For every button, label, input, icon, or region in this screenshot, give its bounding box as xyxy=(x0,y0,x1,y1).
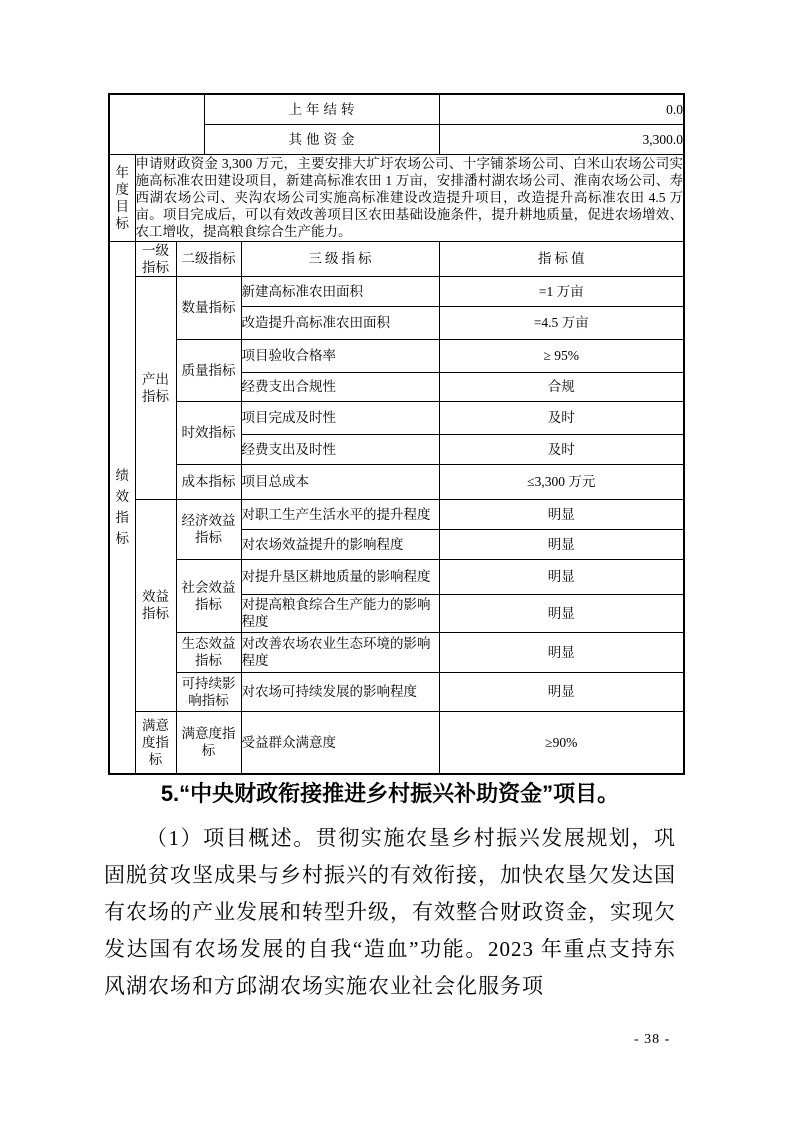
carryover-label-cell: 上年结转 xyxy=(204,94,439,124)
other-funds-value-cell: 3,300.0 xyxy=(439,124,684,154)
table-row xyxy=(109,672,684,711)
level3-indicator-cell: 改造提升高标准农田面积 xyxy=(241,306,439,339)
level1-output-cell: 产出指标 xyxy=(135,276,176,499)
other-funds-label-cell: 其他资金 xyxy=(204,124,439,154)
table-row xyxy=(109,154,684,241)
indicator-value-cell: 明显 xyxy=(439,632,684,672)
indicator-value-cell: 明显 xyxy=(439,672,684,711)
page-number: - 38 - xyxy=(634,1032,671,1047)
level3-indicator-cell: 对农场可持续发展的影响程度 xyxy=(241,672,439,711)
table-row xyxy=(109,94,684,124)
indicator-value-cell: 及时 xyxy=(439,401,684,434)
level2-economic-cell: 经济效益指标 xyxy=(176,499,241,559)
indicator-value-cell: 明显 xyxy=(439,499,684,529)
level3-indicator-cell: 受益群众满意度 xyxy=(241,711,439,774)
level2-quantity-cell: 数量指标 xyxy=(176,276,241,339)
level2-ecological-cell: 生态效益指标 xyxy=(176,632,241,672)
level3-indicator-cell: 对农场效益提升的影响程度 xyxy=(241,529,439,559)
level1-benefit-cell: 效益指标 xyxy=(135,499,176,711)
level2-social-cell: 社会效益指标 xyxy=(176,559,241,632)
performance-indicator-table xyxy=(108,93,685,775)
level3-indicator-cell: 对职工生产生活水平的提升程度 xyxy=(241,499,439,529)
indicator-value-cell: ≤3,300 万元 xyxy=(439,464,684,499)
funding-blank-cell xyxy=(109,94,204,154)
table-row xyxy=(109,276,684,306)
table-row xyxy=(109,339,684,372)
table-row xyxy=(109,241,684,276)
header-level1: 一级指标 xyxy=(135,241,176,276)
level1-satisfaction-cell: 满意度指标 xyxy=(135,711,176,774)
indicator-value-cell: =1 万亩 xyxy=(439,276,684,306)
level3-indicator-cell: 对提升垦区耕地质量的影响程度 xyxy=(241,559,439,594)
header-level3: 三级指标 xyxy=(241,241,439,276)
indicator-value-cell: 及时 xyxy=(439,434,684,464)
table-row xyxy=(109,499,684,529)
performance-indicator-label: 绩效指标 xyxy=(109,241,135,774)
carryover-value-cell: 0.0 xyxy=(439,94,684,124)
project-overview-paragraph: （1）项目概述。贯彻实施农垦乡村振兴发展规划，巩固脱贫攻坚成果与乡村振兴的有效衔接，加快农垦欠发达国有农场的产业发展和转型升级，有效整合财政资金，实现欠发达国有农场发展的自我“造血”功能。2023 年重点支持东风湖农场和方邱湖农场实施农业社会化服务项 xyxy=(104,826,676,998)
level2-satisfaction-cell: 满意度指标 xyxy=(176,711,241,774)
level3-indicator-cell: 项目验收合格率 xyxy=(241,339,439,372)
indicator-value-cell: 明显 xyxy=(439,594,684,632)
table-row xyxy=(109,559,684,594)
level2-timeliness-cell: 时效指标 xyxy=(176,401,241,464)
level3-indicator-cell: 项目总成本 xyxy=(241,464,439,499)
annual-goal-text: 申请财政资金 3,300 万元，主要安排大圹圩农场公司、十字铺茶场公司、白米山农场公司实施高标准农田建设项目，新建高标准农田 1 万亩，安排潘村湖农场公司、淮南农场公司、寿西湖农场公司、夹沟农场公司实施高标准建设改造提升项目，改造提升高标准农田 4.5 万亩。项目完成后，可以有效改善项目区农田基础设施条件，提升耕地质量，促进农场增效、农工增收，提高粮食综合生产能力。 xyxy=(135,156,683,239)
indicator-value-cell: 合规 xyxy=(439,372,684,401)
table-row xyxy=(109,632,684,672)
section-heading: 5.“中央财政衔接推进乡村振兴补助资金”项目。 xyxy=(160,781,620,806)
level3-indicator-cell: 新建高标准农田面积 xyxy=(241,276,439,306)
header-level2: 二级指标 xyxy=(176,241,241,276)
annual-goal-label: 年度目标 xyxy=(109,154,135,241)
level2-quality-cell: 质量指标 xyxy=(176,339,241,401)
level3-indicator-cell: 经费支出合规性 xyxy=(241,372,439,401)
indicator-value-cell: =4.5 万亩 xyxy=(439,306,684,339)
level3-indicator-cell: 经费支出及时性 xyxy=(241,434,439,464)
indicator-value-cell: ≥90% xyxy=(439,711,684,774)
header-value: 指标值 xyxy=(439,241,684,276)
indicator-value-cell: 明显 xyxy=(439,559,684,594)
table-row xyxy=(109,401,684,434)
level2-cost-cell: 成本指标 xyxy=(176,464,241,499)
level3-indicator-cell: 对提高粮食综合生产能力的影响程度 xyxy=(241,594,439,632)
level2-sustainable-cell: 可持续影响指标 xyxy=(176,672,241,711)
level3-indicator-cell: 对改善农场农业生态环境的影响程度 xyxy=(241,632,439,672)
level3-indicator-cell: 项目完成及时性 xyxy=(241,401,439,434)
table-row xyxy=(109,711,684,774)
table-row xyxy=(109,464,684,499)
indicator-value-cell: ≥ 95% xyxy=(439,339,684,372)
indicator-value-cell: 明显 xyxy=(439,529,684,559)
